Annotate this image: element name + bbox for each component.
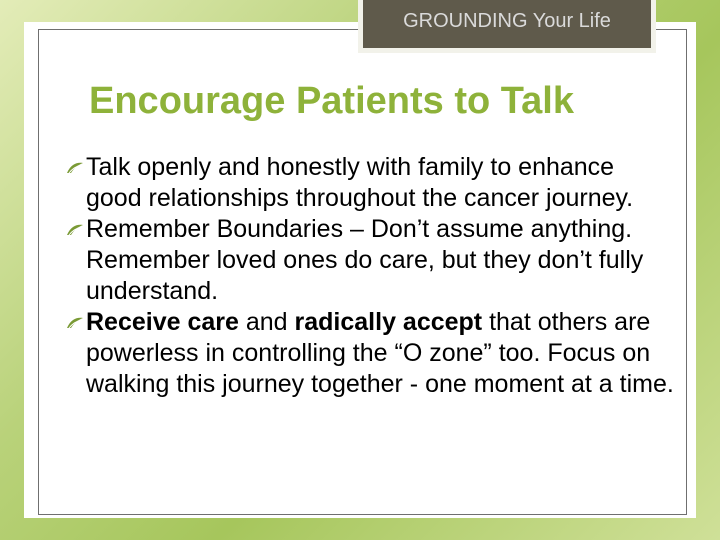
bullet-3-bold-receive-care: Receive care: [86, 308, 239, 336]
bullet-text-1: Talk openly and honestly with family to enhance good relationships throughout the cancer journey.: [86, 153, 634, 212]
header-tab-label: GROUNDING Your Life: [403, 10, 611, 32]
leaf-swoosh-icon: [66, 316, 84, 330]
bullet-item-3: [86, 307, 676, 400]
leaf-swoosh-icon: [66, 161, 84, 175]
bullet-3-text-rest: that others are powerless in controlling the “O zone” too. Focus on walking this journey together - one moment at a time.: [86, 308, 674, 398]
slide-title: Encourage Patients to Talk: [89, 80, 574, 122]
bullet-item-1: [86, 152, 676, 214]
header-tab: [358, 0, 656, 53]
bullet-list: [86, 152, 676, 400]
leaf-swoosh-icon: [66, 223, 84, 237]
bullet-3-text-and: and: [238, 308, 295, 336]
bullet-3-bold-radically-accept: radically accept: [294, 308, 483, 336]
bullet-item-2: [86, 214, 676, 307]
bullet-text-2: Remember Boundaries – Don’t assume anything. Remember loved ones do care, but they don’t fully understand.: [86, 215, 644, 305]
